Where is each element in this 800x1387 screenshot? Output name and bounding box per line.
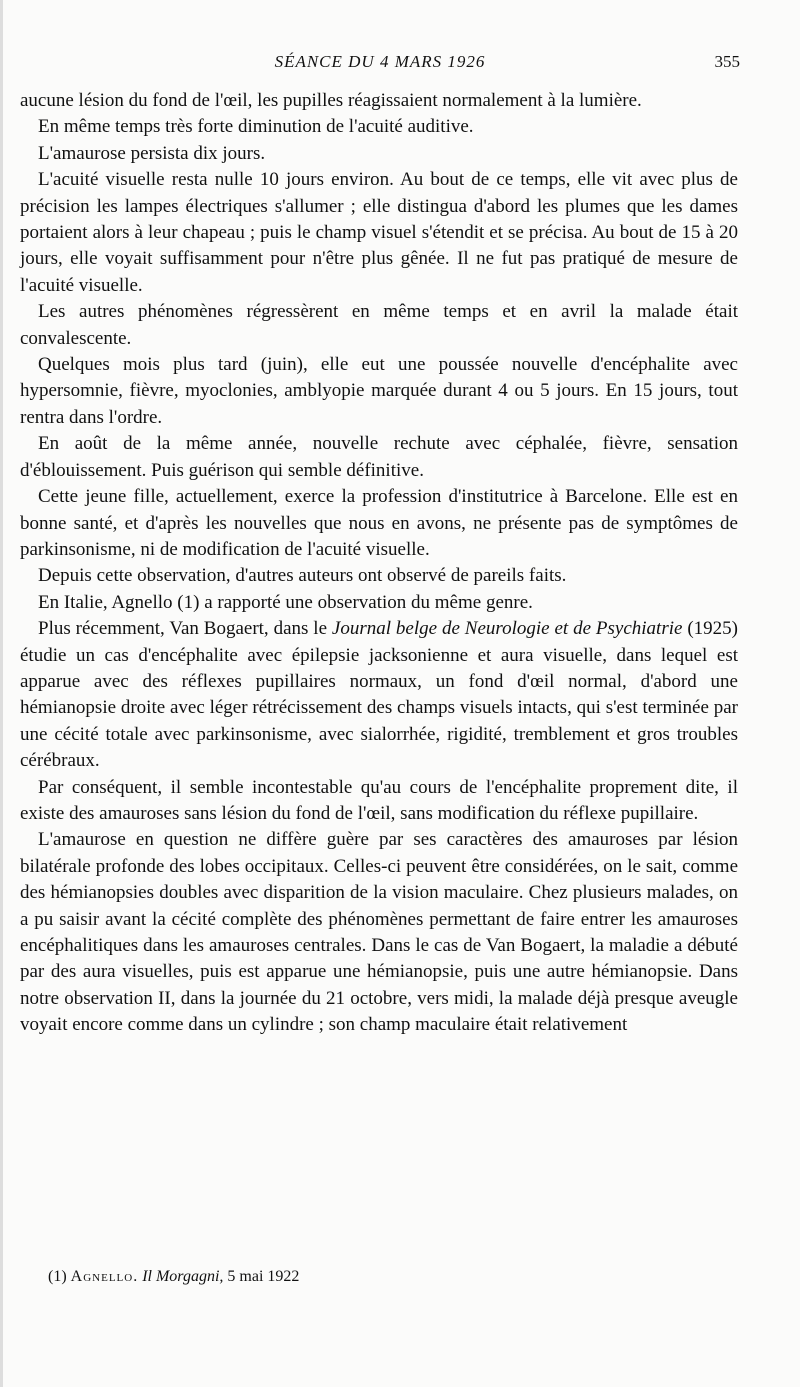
- footnote-author: Agnello.: [70, 1268, 139, 1285]
- footnote: [48, 1268, 299, 1286]
- bogaert-text-before: Plus récemment, Van Bogaert, dans le: [38, 618, 332, 640]
- paragraph-3: L'amaurose persista dix jours.: [38, 142, 266, 164]
- paragraph-10: En Italie, Agnello (1) a rapporté une observation du même genre.: [38, 591, 533, 613]
- page-edge: [0, 0, 3, 1387]
- journal-title: Journal belge de Neurologie et de Psychiatrie: [331, 618, 683, 640]
- running-head: SÉANCE DU 4 MARS 1926: [274, 52, 486, 71]
- paragraph-9: Depuis cette observation, d'autres auteurs ont observé de pareils faits.: [38, 565, 567, 587]
- paragraph-13: L'amaurose en question ne diffère guère par ses caractères des amauroses par lésion bilatérale profonde des lobes occipitaux. Celles-ci peuvent être considérées, on le sait, comme des hémianopsies doubles avec disparition de la vision maculaire. Chez plusieurs malades, on a pu saisir avant la cécité complète des phénomènes permettant de faire entrer les amauroses encéphalitiques dans les amauroses centrales. Dans le cas de Van Bogaert, la maladie a débuté par des aura visuelles, puis est apparue une hémianopsie, puis une autre hémianopsie. Dans notre observation II, dans la journée du 21 octobre, vers midi, la malade déjà presque aveugle voyait encore comme dans un cylindre ; son champ maculaire était relativement: [20, 829, 738, 1036]
- footnote-date: 5 mai 1922: [227, 1268, 300, 1285]
- paragraph-6: Quelques mois plus tard (juin), elle eut une poussée nouvelle d'encéphalite avec hypersomnie, fièvre, myoclonies, amblyopie marquée durant 4 ou 5 jours. En 15 jours, tout rentra dans l'ordre.: [20, 354, 738, 428]
- page-header: [20, 52, 740, 76]
- footnote-marker: (1): [48, 1268, 67, 1285]
- paragraph-4: L'acuité visuelle resta nulle 10 jours environ. Au bout de ce temps, elle vit avec plus de précision les lampes électriques s'allumer ; elle distingua d'abord les plumes que les dames portaient alors à leur chapeau ; puis le champ visuel s'étendit et se précisa. Au bout de 15 à 20 jours, elle voyait suffisamment pour n'être plus gênée. Il ne fut pas pratiqué de mesure de l'acuité visuelle.: [20, 169, 738, 296]
- paragraph-5: Les autres phénomènes régressèrent en même temps et en avril la malade était convalescente.: [20, 301, 738, 349]
- paragraph-12: Par conséquent, il semble incontestable qu'au cours de l'encéphalite proprement dite, il existe des amauroses sans lésion du fond de l'œil, sans modification du réflexe pupillaire.: [20, 776, 738, 824]
- paragraph-7: En août de la même année, nouvelle rechute avec céphalée, fièvre, sensation d'éblouissement. Puis guérison qui semble définitive.: [20, 433, 738, 481]
- paragraph-bogaert: [20, 616, 738, 774]
- bogaert-text-after: (1925) étudie un cas d'encéphalite avec épilepsie jacksonienne et aura visuelle, dans lequel est apparue avec des réflexes pupillaires normaux, un fond d'œil normal, d'abord une hémianopsie droite avec léger rétrécissement des champs visuels intacts, qui s'est terminée par une cécité totale avec parkinsonisme, avec sialorrhée, rigidité, tremblement et gros troubles cérébraux.: [20, 618, 738, 772]
- paragraph-8: Cette jeune fille, actuellement, exerce la profession d'institutrice à Barcelone. Elle est en bonne santé, et d'après les nouvelles que nous en avons, ne présente pas de symptômes de parkinsonisme, ni de modification de l'acuité visuelle.: [20, 486, 738, 560]
- paragraph-1: aucune lésion du fond de l'œil, les pupilles réagissaient normalement à la lumière.: [20, 90, 642, 111]
- page-number: 355: [714, 52, 740, 71]
- footnote-journal: Il Morgagni,: [142, 1268, 224, 1285]
- body-text: [20, 88, 738, 1039]
- paragraph-2: En même temps très forte diminution de l'acuité auditive.: [38, 116, 474, 138]
